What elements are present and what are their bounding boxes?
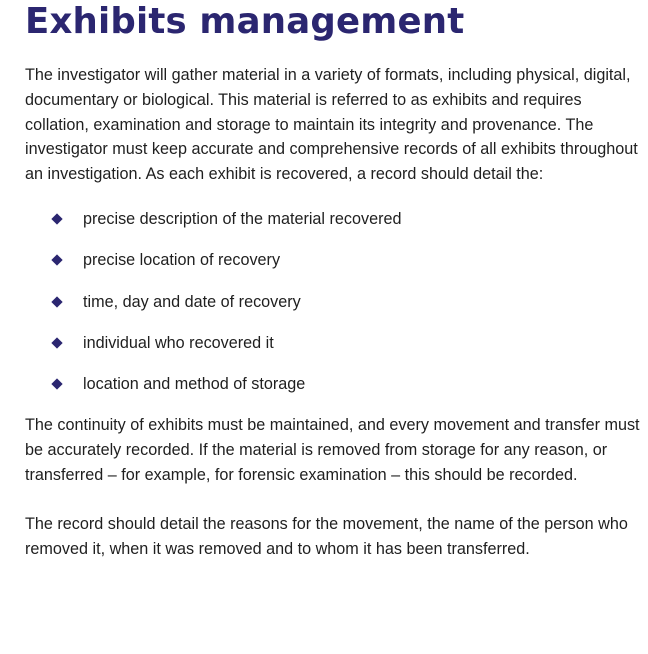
list-item-text: time, day and date of recovery xyxy=(83,292,301,311)
record-paragraph: The record should detail the reasons for the movement, the name of the person who removed it, when it was removed and to whom it has been transferred. xyxy=(25,514,628,558)
diamond-bullet-icon xyxy=(51,337,62,348)
list-item xyxy=(25,207,641,248)
intro-paragraph: The investigator will gather material in a variety of formats, including physical, digital, documentary or biological. This material is referred to as exhibits and requires collation, examination and storage to maintain its integrity and provenance. The investigator must keep accurate and comprehensive records of all exhibits throughout an investigation. As each exhibit is recovered, a record should detail the: xyxy=(25,66,638,184)
diamond-bullet-icon xyxy=(51,213,62,224)
list-item-text: individual who recovered it xyxy=(83,333,274,352)
record-details-list xyxy=(25,207,641,413)
list-item-text: location and method of storage xyxy=(83,375,306,394)
page-title: Exhibits management xyxy=(25,1,465,42)
document-page xyxy=(25,0,641,561)
list-item xyxy=(25,331,641,372)
list-item xyxy=(25,372,641,413)
list-item-text: precise location of recovery xyxy=(83,251,281,270)
diamond-bullet-icon xyxy=(51,379,62,390)
diamond-bullet-icon xyxy=(51,255,62,266)
diamond-bullet-icon xyxy=(51,296,62,307)
list-item-text: precise description of the material recovered xyxy=(83,209,402,228)
continuity-paragraph: The continuity of exhibits must be maintained, and every movement and transfer must be accurately recorded. If the material is removed from storage for any reason, or transferred – for example, for forensic examination – this should be recorded. xyxy=(25,416,640,485)
list-item xyxy=(25,248,641,289)
list-item xyxy=(25,290,641,331)
